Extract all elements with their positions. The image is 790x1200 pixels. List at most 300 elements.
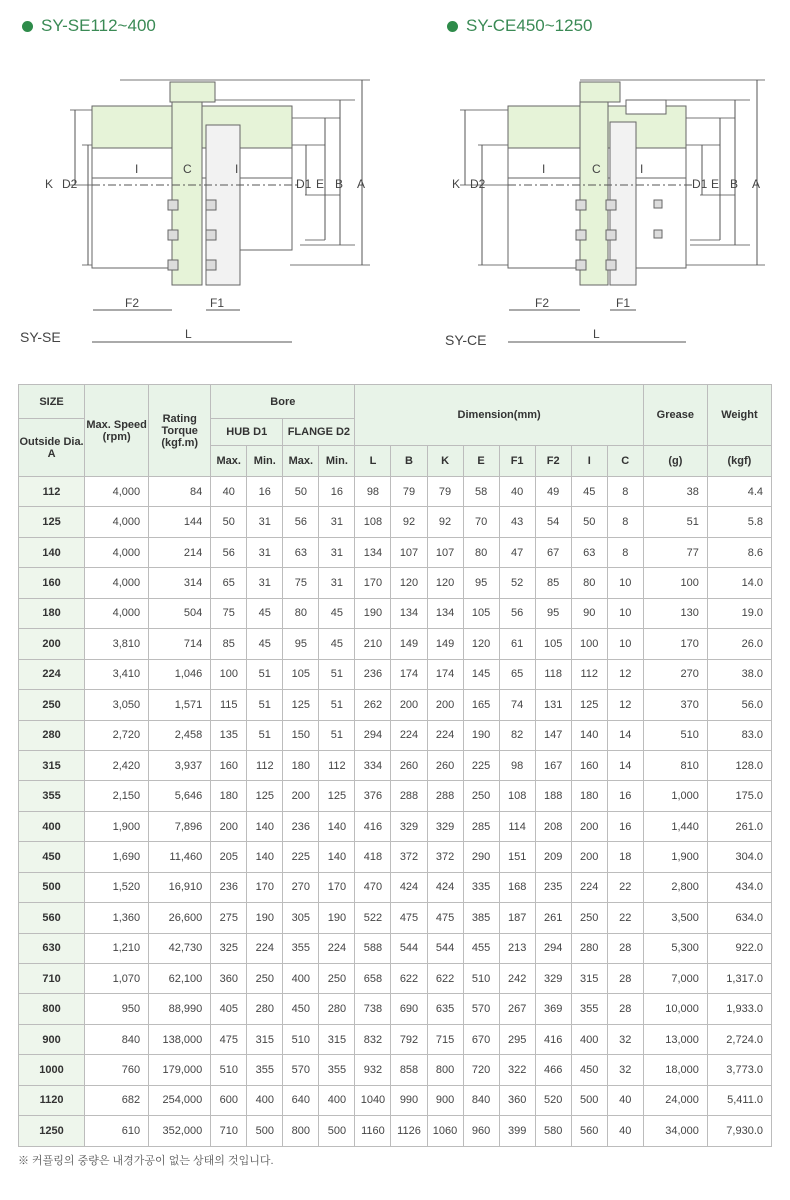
dim-label-a: A	[752, 177, 761, 191]
table-cell: 475	[211, 1024, 247, 1054]
header-hub: HUB D1	[211, 419, 283, 446]
size-cell: 800	[19, 994, 85, 1024]
table-cell: 3,773.0	[707, 1055, 771, 1085]
section-heading-se	[22, 16, 156, 36]
table-cell: 416	[355, 811, 391, 841]
table-cell: 115	[211, 690, 247, 720]
table-cell: 260	[391, 750, 427, 780]
table-cell: 280	[319, 994, 355, 1024]
dim-label-f2: F2	[535, 296, 550, 310]
table-cell: 295	[499, 1024, 535, 1054]
table-cell: 922.0	[707, 933, 771, 963]
table-cell: 355	[571, 994, 607, 1024]
table-cell: 416	[535, 1024, 571, 1054]
table-cell: 28	[607, 994, 643, 1024]
table-cell: 2,420	[85, 750, 149, 780]
table-cell: 209	[535, 842, 571, 872]
table-cell: 500	[571, 1085, 607, 1115]
table-cell: 470	[355, 872, 391, 902]
table-cell: 224	[427, 720, 463, 750]
size-cell: 224	[19, 659, 85, 689]
table-cell: 280	[571, 933, 607, 963]
table-cell: 200	[211, 811, 247, 841]
table-cell: 16	[247, 477, 283, 507]
header-dim-f1: F1	[499, 446, 535, 477]
table-cell: 51	[319, 720, 355, 750]
table-cell: 79	[391, 477, 427, 507]
section-title: SY-CE450~1250	[466, 16, 593, 35]
coupling-diagram-ce	[430, 70, 790, 360]
table-cell: 355	[247, 1055, 283, 1085]
table-cell: 31	[319, 568, 355, 598]
table-cell: 190	[247, 903, 283, 933]
table-cell: 635	[427, 994, 463, 1024]
table-cell: 75	[283, 568, 319, 598]
table-cell: 3,937	[149, 750, 211, 780]
table-cell: 360	[211, 964, 247, 994]
table-cell: 236	[211, 872, 247, 902]
table-cell: 8	[607, 537, 643, 567]
table-cell: 640	[283, 1085, 319, 1115]
table-cell: 610	[85, 1116, 149, 1146]
table-cell: 24,000	[643, 1085, 707, 1115]
table-cell: 16	[607, 811, 643, 841]
table-cell: 322	[499, 1055, 535, 1085]
table-cell: 200	[571, 842, 607, 872]
table-cell: 275	[211, 903, 247, 933]
table-cell: 138,000	[149, 1024, 211, 1054]
dim-label-i: I	[542, 162, 546, 176]
table-row	[19, 598, 772, 628]
table-cell: 40	[211, 477, 247, 507]
table-cell: 130	[643, 598, 707, 628]
header-dim-b: B	[391, 446, 427, 477]
table-row	[19, 1024, 772, 1054]
table-cell: 325	[211, 933, 247, 963]
table-cell: 174	[427, 659, 463, 689]
table-cell: 14	[607, 720, 643, 750]
coupling-drawing	[430, 70, 790, 360]
table-cell: 335	[463, 872, 499, 902]
table-cell: 294	[535, 933, 571, 963]
size-cell: 315	[19, 750, 85, 780]
table-cell: 190	[319, 903, 355, 933]
table-cell: 98	[355, 477, 391, 507]
table-cell: 315	[571, 964, 607, 994]
table-cell: 710	[211, 1116, 247, 1146]
table-cell: 100	[571, 629, 607, 659]
table-cell: 858	[391, 1055, 427, 1085]
table-cell: 1,440	[643, 811, 707, 841]
table-cell: 225	[463, 750, 499, 780]
table-cell: 190	[355, 598, 391, 628]
table-cell: 170	[319, 872, 355, 902]
table-cell: 16,910	[149, 872, 211, 902]
table-cell: 504	[149, 598, 211, 628]
table-row	[19, 872, 772, 902]
dim-label-i: I	[235, 162, 239, 176]
table-cell: 32	[607, 1024, 643, 1054]
table-cell: 1,571	[149, 690, 211, 720]
table-cell: 400	[319, 1085, 355, 1115]
table-cell: 31	[247, 568, 283, 598]
table-cell: 82	[499, 720, 535, 750]
size-cell: 112	[19, 477, 85, 507]
table-cell: 932	[355, 1055, 391, 1085]
table-cell: 74	[499, 690, 535, 720]
header-dim-l: L	[355, 446, 391, 477]
table-cell: 31	[247, 507, 283, 537]
table-cell: 600	[211, 1085, 247, 1115]
table-cell: 84	[149, 477, 211, 507]
table-cell: 51	[247, 720, 283, 750]
table-cell: 1,046	[149, 659, 211, 689]
table-cell: 424	[427, 872, 463, 902]
table-cell: 95	[535, 598, 571, 628]
table-row	[19, 750, 772, 780]
table-cell: 405	[211, 994, 247, 1024]
table-cell: 40	[607, 1085, 643, 1115]
table-cell: 288	[427, 781, 463, 811]
table-cell: 242	[499, 964, 535, 994]
table-cell: 260	[427, 750, 463, 780]
table-row	[19, 690, 772, 720]
table-cell: 285	[463, 811, 499, 841]
table-cell: 7,896	[149, 811, 211, 841]
dim-label-d1: D1	[296, 177, 312, 191]
table-cell: 51	[319, 690, 355, 720]
table-cell: 522	[355, 903, 391, 933]
table-cell: 62,100	[149, 964, 211, 994]
table-cell: 8	[607, 477, 643, 507]
table-cell: 254,000	[149, 1085, 211, 1115]
table-cell: 56	[283, 507, 319, 537]
table-cell: 3,500	[643, 903, 707, 933]
table-cell: 120	[391, 568, 427, 598]
table-cell: 80	[571, 568, 607, 598]
dim-label-b: B	[335, 177, 344, 191]
table-cell: 140	[247, 811, 283, 841]
table-cell: 45	[247, 629, 283, 659]
dim-label-c: C	[592, 162, 601, 176]
table-cell: 10,000	[643, 994, 707, 1024]
table-cell: 262	[355, 690, 391, 720]
table-cell: 376	[355, 781, 391, 811]
table-cell: 42,730	[149, 933, 211, 963]
table-cell: 45	[247, 598, 283, 628]
table-cell: 165	[463, 690, 499, 720]
table-cell: 16	[607, 781, 643, 811]
table-cell: 16	[319, 477, 355, 507]
table-cell: 270	[643, 659, 707, 689]
table-cell: 2,150	[85, 781, 149, 811]
table-cell: 3,810	[85, 629, 149, 659]
table-cell: 131	[535, 690, 571, 720]
table-cell: 315	[319, 1024, 355, 1054]
table-cell: 250	[319, 964, 355, 994]
table-cell: 108	[499, 781, 535, 811]
dim-label-l: L	[185, 327, 192, 341]
table-row	[19, 842, 772, 872]
header-max: Max.	[283, 446, 319, 477]
table-row	[19, 1116, 772, 1146]
table-cell: 450	[571, 1055, 607, 1085]
table-cell: 960	[463, 1116, 499, 1146]
coupling-drawing	[10, 70, 390, 360]
table-cell: 1040	[355, 1085, 391, 1115]
table-cell: 51	[319, 659, 355, 689]
table-cell: 224	[571, 872, 607, 902]
table-cell: 840	[463, 1085, 499, 1115]
table-cell: 125	[247, 781, 283, 811]
spec-table	[18, 384, 772, 1147]
size-cell: 200	[19, 629, 85, 659]
table-cell: 13,000	[643, 1024, 707, 1054]
dim-label-f2: F2	[125, 296, 140, 310]
table-cell: 810	[643, 750, 707, 780]
table-cell: 400	[247, 1085, 283, 1115]
table-cell: 385	[463, 903, 499, 933]
table-cell: 208	[535, 811, 571, 841]
table-cell: 2,800	[643, 872, 707, 902]
dim-label-k: K	[45, 177, 54, 191]
table-cell: 26,600	[149, 903, 211, 933]
table-row	[19, 1085, 772, 1115]
table-cell: 560	[571, 1116, 607, 1146]
table-cell: 400	[571, 1024, 607, 1054]
table-cell: 205	[211, 842, 247, 872]
table-cell: 1,900	[643, 842, 707, 872]
table-cell: 200	[571, 811, 607, 841]
table-cell: 67	[535, 537, 571, 567]
table-cell: 622	[391, 964, 427, 994]
table-cell: 329	[427, 811, 463, 841]
table-cell: 88,990	[149, 994, 211, 1024]
table-cell: 65	[499, 659, 535, 689]
table-cell: 149	[427, 629, 463, 659]
table-cell: 1,360	[85, 903, 149, 933]
table-cell: 1,000	[643, 781, 707, 811]
table-cell: 510	[643, 720, 707, 750]
table-cell: 56.0	[707, 690, 771, 720]
size-cell: 1250	[19, 1116, 85, 1146]
table-cell: 225	[283, 842, 319, 872]
table-cell: 900	[427, 1085, 463, 1115]
table-cell: 261.0	[707, 811, 771, 841]
size-cell: 1000	[19, 1055, 85, 1085]
table-cell: 1,317.0	[707, 964, 771, 994]
table-cell: 63	[571, 537, 607, 567]
table-cell: 500	[247, 1116, 283, 1146]
dim-label-l: L	[593, 327, 600, 341]
table-cell: 112	[319, 750, 355, 780]
dim-label-d2: D2	[470, 177, 486, 191]
table-cell: 90	[571, 598, 607, 628]
table-cell: 990	[391, 1085, 427, 1115]
table-cell: 31	[247, 537, 283, 567]
table-cell: 7,930.0	[707, 1116, 771, 1146]
coupling-diagram-se	[10, 70, 390, 360]
table-cell: 14.0	[707, 568, 771, 598]
table-cell: 1,070	[85, 964, 149, 994]
table-row	[19, 507, 772, 537]
size-cell: 1120	[19, 1085, 85, 1115]
size-cell: 900	[19, 1024, 85, 1054]
table-cell: 1,690	[85, 842, 149, 872]
table-cell: 168	[499, 872, 535, 902]
table-cell: 280	[247, 994, 283, 1024]
table-cell: 4,000	[85, 477, 149, 507]
table-cell: 85	[535, 568, 571, 598]
table-cell: 134	[391, 598, 427, 628]
table-cell: 47	[499, 537, 535, 567]
table-cell: 1126	[391, 1116, 427, 1146]
table-cell: 70	[463, 507, 499, 537]
table-cell: 5.8	[707, 507, 771, 537]
table-cell: 360	[499, 1085, 535, 1115]
table-cell: 670	[463, 1024, 499, 1054]
table-cell: 43	[499, 507, 535, 537]
table-cell: 54	[535, 507, 571, 537]
table-cell: 5,411.0	[707, 1085, 771, 1115]
table-cell: 105	[535, 629, 571, 659]
table-cell: 40	[499, 477, 535, 507]
table-cell: 108	[355, 507, 391, 537]
size-cell: 160	[19, 568, 85, 598]
table-cell: 77	[643, 537, 707, 567]
table-cell: 31	[319, 537, 355, 567]
bullet-dot-icon	[22, 21, 33, 32]
table-cell: 105	[283, 659, 319, 689]
size-cell: 560	[19, 903, 85, 933]
table-cell: 12	[607, 690, 643, 720]
dim-label-i: I	[135, 162, 139, 176]
table-cell: 424	[391, 872, 427, 902]
size-cell: 250	[19, 690, 85, 720]
size-cell: 280	[19, 720, 85, 750]
table-cell: 175.0	[707, 781, 771, 811]
table-cell: 475	[427, 903, 463, 933]
table-cell: 79	[427, 477, 463, 507]
table-cell: 329	[391, 811, 427, 841]
dim-label-i: I	[640, 162, 644, 176]
table-cell: 832	[355, 1024, 391, 1054]
dim-label-e: E	[711, 177, 720, 191]
table-cell: 114	[499, 811, 535, 841]
table-cell: 160	[211, 750, 247, 780]
table-cell: 2,720	[85, 720, 149, 750]
header-max: Max.	[211, 446, 247, 477]
table-cell: 80	[283, 598, 319, 628]
table-cell: 19.0	[707, 598, 771, 628]
table-cell: 11,460	[149, 842, 211, 872]
table-row	[19, 629, 772, 659]
size-cell: 180	[19, 598, 85, 628]
header-bore: Bore	[211, 385, 355, 419]
table-cell: 31	[319, 507, 355, 537]
table-cell: 738	[355, 994, 391, 1024]
table-cell: 105	[463, 598, 499, 628]
table-cell: 50	[571, 507, 607, 537]
table-cell: 188	[535, 781, 571, 811]
table-cell: 170	[247, 872, 283, 902]
table-cell: 100	[211, 659, 247, 689]
table-cell: 466	[535, 1055, 571, 1085]
table-cell: 1160	[355, 1116, 391, 1146]
header-grease: Grease	[643, 385, 707, 446]
table-cell: 34,000	[643, 1116, 707, 1146]
table-row	[19, 781, 772, 811]
header-dim-i: I	[571, 446, 607, 477]
table-cell: 355	[319, 1055, 355, 1085]
table-cell: 622	[427, 964, 463, 994]
table-row	[19, 903, 772, 933]
table-cell: 267	[499, 994, 535, 1024]
dim-label-e: E	[316, 177, 325, 191]
table-cell: 236	[283, 811, 319, 841]
table-row	[19, 720, 772, 750]
table-cell: 58	[463, 477, 499, 507]
table-cell: 3,050	[85, 690, 149, 720]
table-cell: 18,000	[643, 1055, 707, 1085]
table-cell: 760	[85, 1055, 149, 1085]
table-cell: 22	[607, 872, 643, 902]
table-cell: 1,210	[85, 933, 149, 963]
table-cell: 840	[85, 1024, 149, 1054]
table-cell: 4,000	[85, 537, 149, 567]
header-dim-f2: F2	[535, 446, 571, 477]
table-cell: 290	[463, 842, 499, 872]
table-cell: 2,724.0	[707, 1024, 771, 1054]
table-cell: 510	[463, 964, 499, 994]
table-cell: 51	[247, 690, 283, 720]
table-cell: 5,646	[149, 781, 211, 811]
table-cell: 792	[391, 1024, 427, 1054]
table-cell: 83.0	[707, 720, 771, 750]
table-cell: 1,520	[85, 872, 149, 902]
table-cell: 120	[463, 629, 499, 659]
table-cell: 235	[535, 872, 571, 902]
table-cell: 3,410	[85, 659, 149, 689]
table-cell: 51	[643, 507, 707, 537]
table-cell: 125	[319, 781, 355, 811]
table-cell: 250	[463, 781, 499, 811]
header-flange: FLANGE D2	[283, 419, 355, 446]
size-cell: 710	[19, 964, 85, 994]
table-cell: 151	[499, 842, 535, 872]
header-torque: Rating Torque (kgf.m)	[149, 385, 211, 477]
table-row	[19, 537, 772, 567]
table-cell: 399	[499, 1116, 535, 1146]
table-cell: 140	[571, 720, 607, 750]
size-cell: 125	[19, 507, 85, 537]
table-cell: 167	[535, 750, 571, 780]
table-row	[19, 933, 772, 963]
table-cell: 510	[283, 1024, 319, 1054]
table-cell: 75	[211, 598, 247, 628]
table-cell: 180	[571, 781, 607, 811]
table-cell: 570	[463, 994, 499, 1024]
table-cell: 51	[247, 659, 283, 689]
table-cell: 800	[283, 1116, 319, 1146]
table-cell: 418	[355, 842, 391, 872]
table-cell: 56	[499, 598, 535, 628]
footnote: ※ 커플링의 중량은 내경가공이 없는 상태의 것입니다.	[18, 1155, 274, 1167]
table-cell: 950	[85, 994, 149, 1024]
size-cell: 140	[19, 537, 85, 567]
header-dimension: Dimension(mm)	[355, 385, 643, 446]
header-dim-c: C	[607, 446, 643, 477]
